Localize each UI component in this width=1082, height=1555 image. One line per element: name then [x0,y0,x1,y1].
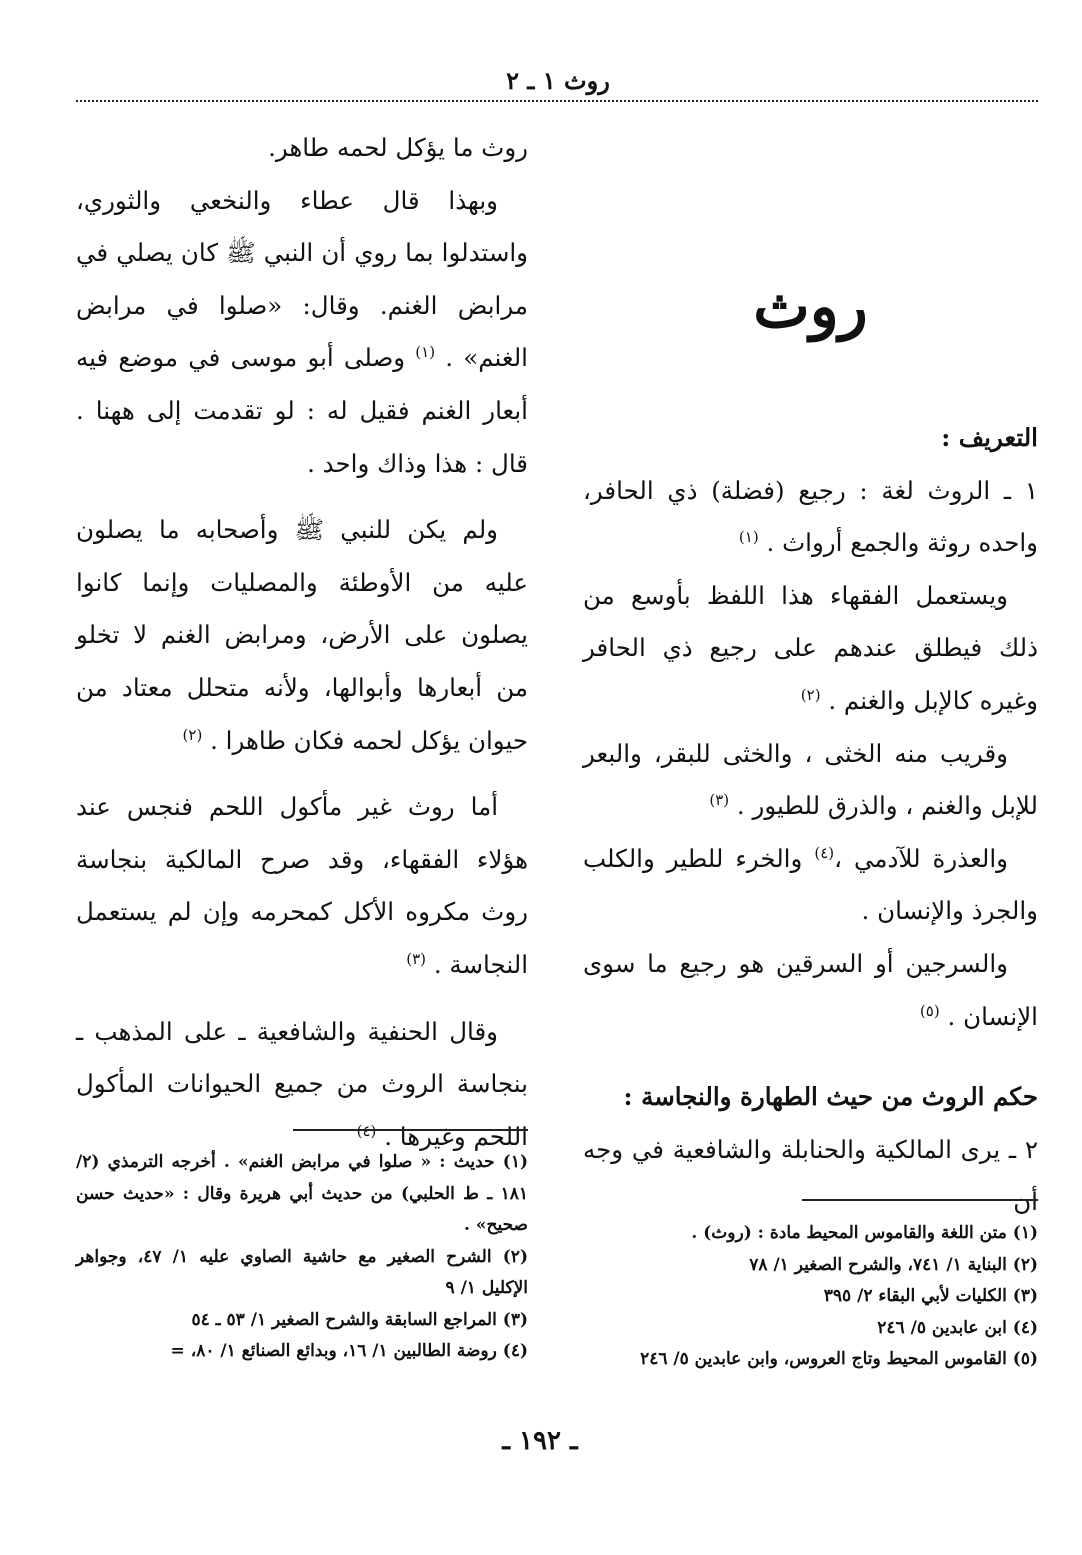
paragraph: وقريب منه الخثى ، والخثى للبقر، والبعر للإبل والغنم ، والذرق للطيور . $^{(٣)}$ [583,738,1038,821]
footnote: (٢) الشرح الصغير مع حاشية الصاوي عليه ١/ ٤٧، وجواهر الإكليل ١/ ٩ [76,1246,528,1298]
footnotes-left [76,1147,528,1368]
footnote-rule-right [802,1199,1038,1201]
paragraph: روث ما يؤكل لحمه طاهر. [268,133,528,162]
paragraph: والسرجين أو السرقين هو رجيع ما سوى الإنسان . $^{(٥)}$ [583,948,1038,1031]
footnote-ref: (١) [738,528,759,547]
paragraph: ويستعمل الفقهاء هذا اللفظ بأوسع من ذلك فيطلق عندهم على رجيع ذي الحافر وغيره كالإبل والغنم . $^{(٢)}$ [583,580,1038,715]
page-number: ـ ١٩٢ ـ [502,1426,578,1456]
ruling-heading: حكم الروث من حيث الطهارة والنجاسة : [623,1082,1038,1112]
footnote-ref: (٣) [406,949,427,968]
footnote: (٣) الكليات لأبي البقاء ٢/ ٣٩٥ [823,1286,1038,1306]
footnote-ref: (٢) [800,685,821,704]
footnote-ref: (٣) [709,791,730,809]
right-column [583,122,1038,1229]
header-dotted-rule [76,100,1038,102]
paragraph: والعذرة للآدمي ،$^{(٤)}$ والخرء للطير والكلب والجرذ والإنسان . [583,843,1038,926]
running-header: روث ١ ـ ٢ [506,66,610,95]
footnote-ref: (٢) [182,725,203,744]
footnote-ref: (١) [415,343,436,362]
footnote: (٤) ابن عابدين ٥/ ٢٤٦ [877,1317,1038,1338]
footnotes-right [583,1218,1038,1376]
footnote: (٤) روضة الطالبين ١/ ١٦، وبدائع الصنائع ١/ ٨٠، = [170,1341,528,1361]
footnote: (٢) البناية ١/ ٧٤١، والشرح الصغير ١/ ٧٨ [749,1254,1038,1275]
paragraph: ١ ـ الروث لغة : رجيع (فضلة) ذي الحافر، واحده روثة والجمع أرواث . $^{(١)}$ [583,475,1038,558]
footnote-ref: (٤) [814,843,835,862]
footnote-rule-left [293,1129,528,1131]
paragraph: وقال الحنفية والشافعية ـ على المذهب ـ بنجاسة الروث من جميع الحيوانات المأكول اللحم وغيرها . $^{(٤)}$ [76,1016,528,1151]
left-column [76,122,528,1163]
paragraph: أما روث غير مأكول اللحم فنجس عند هؤلاء الفقهاء، وقد صرح المالكية بنجاسة روث مكروه الأكل كمحرمه وإن لم يستعمل النجاسة . $^{(٣)}$ [76,792,528,979]
definition-heading: التعريف : [941,423,1038,452]
paragraph: وبهذا قال عطاء والنخعي والثوري، واستدلوا بما روي أن النبي ﷺ كان يصلي في مرابض الغنم. وقال: «صلوا في مرابض الغنم» . $^{(١)}$ وصلى أبو موسى في موضع فيه أبعار الغنم فقيل له : لو تقدمت إلى ههنا . قال : هذا وذاك واحد . [76,185,528,478]
footnote: (١) حديث : « صلوا في مرابض الغنم» . أخرجه الترمذي (٢/ ١٨١ ـ ط الحلبي) من حديث أبي هريرة وقال : «حديث حسن صحيح» . [76,1152,528,1235]
footnote-ref: (٥) [919,1001,940,1020]
footnote: (٣) المراجع السابقة والشرح الصغير ١/ ٥٣ ـ ٥٤ [191,1309,528,1330]
paragraph: ٢ ـ يرى المالكية والحنابلة والشافعية في وجه أن [583,1134,1038,1217]
footnote: (٥) القاموس المحيط وتاج العروس، وابن عابدين ٥/ ٢٤٦ [640,1349,1038,1369]
footnote: (١) متن اللغة والقاموس المحيط مادة : (روث) . [691,1223,1038,1243]
entry-title: روث [753,272,868,342]
paragraph: ولم يكن للنبي ﷺ وأصحابه ما يصلون عليه من الأوطئة والمصليات وإنما كانوا يصلون على الأرض، ومرابض الغنم لا تخلو من أبعارها وأبوالها، ولأنه متحلل معتاد من حيوان يؤكل لحمه فكان طاهرا . $^{(٢)}$ [76,515,528,755]
footnote-ref: (٤) [356,1121,377,1140]
